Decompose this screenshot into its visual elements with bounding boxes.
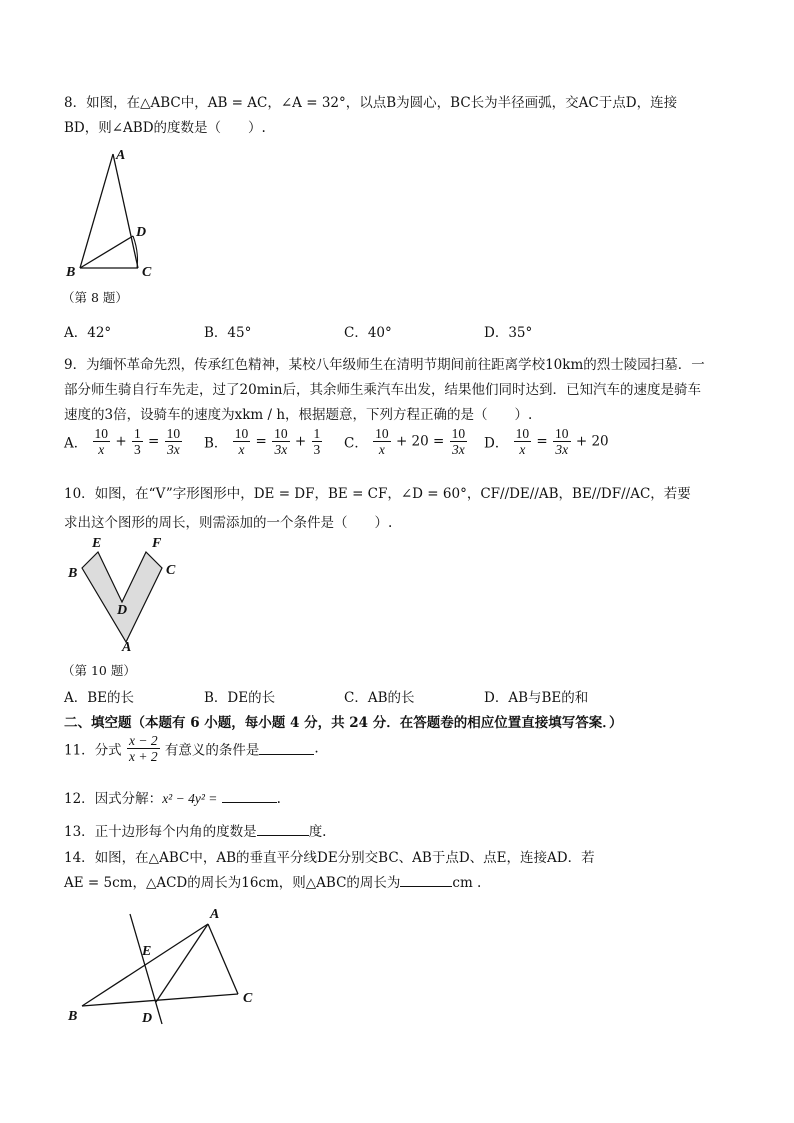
- q10-line2: 求出这个图形的周长，则需添加的一个条件是（ ）.: [64, 515, 393, 531]
- q9-line1: [64, 353, 705, 373]
- q8-label-a: A: [116, 148, 126, 163]
- q14-label-b: B: [68, 1009, 78, 1024]
- q10-v-shape-figure: [62, 532, 187, 656]
- q10-label-e: E: [92, 536, 102, 551]
- q11-answer-blank[interactable]: [259, 742, 314, 755]
- q10-stem-line1: 如图，在“V”字形图形中，DE = DF，BE = CF，∠D = 60°，CF//DE//AB，BE//DF//AC，若要: [94, 486, 691, 502]
- q14-edge-ac: [208, 924, 238, 994]
- q9-line3: 速度的3倍，设骑车的速度为xkm / h，根据题意，下列方程正确的是（ ）.: [64, 407, 533, 423]
- q8-stem-line1: 如图，在△ABC中，AB = AC，∠A = 32°，以点B为圆心，BC长为半径画弧，交AC于点D，连接: [86, 95, 678, 111]
- q9-option-c: C． $\frac{10}{x}$ + 20 = $\frac{10}{3x}$: [344, 426, 466, 457]
- q14-triangle-figure: [62, 898, 262, 1033]
- q13-answer-blank[interactable]: [257, 823, 309, 836]
- q9-c-frac1: $\frac{10}{x}$: [375, 426, 389, 457]
- q10-number: 10．: [64, 486, 95, 502]
- q14-number: 14．: [64, 850, 95, 866]
- q8-label-b: B: [66, 265, 76, 280]
- q8-label-d: D: [136, 225, 147, 240]
- q8-caption: （第 8 题）: [62, 290, 128, 305]
- q10-label-b: B: [68, 566, 78, 581]
- q12-expression: x² − 4y² =: [162, 791, 218, 806]
- q10-label-c: C: [166, 563, 176, 578]
- q8-triangle-figure: [60, 142, 170, 282]
- q9-b-frac3: $\frac{1}{3}$: [313, 426, 321, 457]
- q11-prefix: 分式: [94, 742, 122, 759]
- q8-line2: BD，则∠ABD的度数是（ ）.: [64, 120, 266, 136]
- q9-option-b: B． $\frac{10}{x}$ = $\frac{10}{3x}$ + $\frac{1}{3}$: [204, 426, 321, 457]
- q9-b-frac1: $\frac{10}{x}$: [234, 426, 249, 457]
- q9-c-frac2: $\frac{10}{3x}$: [451, 426, 466, 457]
- q8-option-c: C．40°: [344, 325, 392, 341]
- q10-label-f: F: [152, 536, 162, 551]
- q9-option-b-label: B．: [204, 435, 228, 452]
- q13: [64, 820, 326, 840]
- q9-stem-line1: 为缅怀革命先烈，传承红色精神，某校八年级师生在清明节期间前往距离学校10km的烈士陵园扫墓．一: [86, 357, 705, 373]
- q10-label-d: D: [117, 603, 128, 618]
- section2-title: 二、填空题（本题有 6 小题，每小题 4 分，共 24 分．在答题卷的相应位置直接填写答案．）: [64, 715, 623, 731]
- q14-stem-line1: 如图，在△ABC中，AB的垂直平分线DE分别交BC、AB于点D、点E，连接AD．若: [94, 850, 595, 866]
- q9-option-a-label: A．: [64, 435, 88, 452]
- q12-prefix: 因式分解：: [94, 791, 163, 807]
- q8-option-b: B．45°: [204, 325, 252, 341]
- q14-line2: [64, 871, 481, 891]
- q12-number: 12．: [64, 791, 95, 807]
- q10-caption: （第 10 题）: [62, 663, 136, 678]
- q13-prefix: 正十边形每个内角的度数是: [94, 824, 257, 840]
- q8-label-c: C: [142, 265, 152, 280]
- q9-a-frac3: $\frac{10}{3x}$: [166, 426, 181, 457]
- q14-label-d: D: [142, 1011, 153, 1026]
- q13-number: 13．: [64, 824, 95, 840]
- q9-a-frac1: $\frac{10}{x}$: [94, 426, 109, 457]
- q14-label-a: A: [210, 907, 220, 922]
- q14-stem-line2: AE = 5cm，△ACD的周长为16cm，则△ABC的周长为: [64, 875, 401, 891]
- q10-option-d: D．AB与BE的和: [484, 690, 589, 706]
- q10-line1: [64, 482, 691, 502]
- q9-d-frac2: $\frac{10}{3x}$: [555, 426, 569, 457]
- q14-edge-ad: [156, 924, 208, 1002]
- q9-option-d: D． $\frac{10}{x}$ = $\frac{10}{3x}$ + 20: [484, 426, 609, 457]
- q13-suffix: 度.: [308, 824, 327, 840]
- q11-suffix: 有意义的条件是: [164, 742, 260, 759]
- q14-answer-blank[interactable]: [400, 874, 452, 887]
- q10-option-c: C．AB的长: [344, 690, 415, 706]
- q14-perpendicular-bisector: [130, 914, 162, 1024]
- q9-number: 9．: [64, 357, 87, 373]
- q8-option-a: A．42°: [64, 325, 112, 341]
- q9-a-frac2: $\frac{1}{3}$: [133, 426, 141, 457]
- q9-d-frac1: $\frac{10}{x}$: [515, 426, 530, 457]
- q11-number: 11．: [64, 742, 95, 759]
- q12: 12．因式分解：x² − 4y² = .: [64, 791, 281, 807]
- q9-line2: 部分师生骑自行车先走，过了20min后，其余师生乘汽车出发，结果他们同时达到．已知汽车的速度是骑车: [64, 382, 701, 398]
- q9-option-a: A． $\frac{10}{x}$ + $\frac{1}{3}$ = $\frac{10}{3x}$: [64, 426, 181, 457]
- q10-v-shape: [82, 552, 162, 642]
- q9-option-d-label: D．: [484, 435, 509, 452]
- q10-label-a: A: [122, 640, 132, 655]
- q8-line1: [64, 91, 677, 111]
- q14-unit: cm .: [452, 875, 482, 891]
- q11-fraction: $\frac{x - 2}{x + 2}$: [128, 733, 158, 764]
- q9-b-frac2: $\frac{10}{3x}$: [274, 426, 288, 457]
- q14-line1: [64, 846, 595, 866]
- q8-number: 8．: [64, 95, 87, 111]
- q10-option-b: B．DE的长: [204, 690, 276, 706]
- q10-option-a: A．BE的长: [64, 690, 135, 706]
- q14-label-e: E: [142, 944, 152, 959]
- q14-label-c: C: [243, 991, 253, 1006]
- q8-option-d: D．35°: [484, 325, 533, 341]
- q12-answer-blank[interactable]: [222, 790, 277, 803]
- q9-option-c-label: C．: [344, 435, 368, 452]
- q8-edge-ac: [113, 154, 138, 268]
- q11: 11．分式 $\frac{x - 2}{x + 2}$ 有意义的条件是 .: [64, 733, 319, 764]
